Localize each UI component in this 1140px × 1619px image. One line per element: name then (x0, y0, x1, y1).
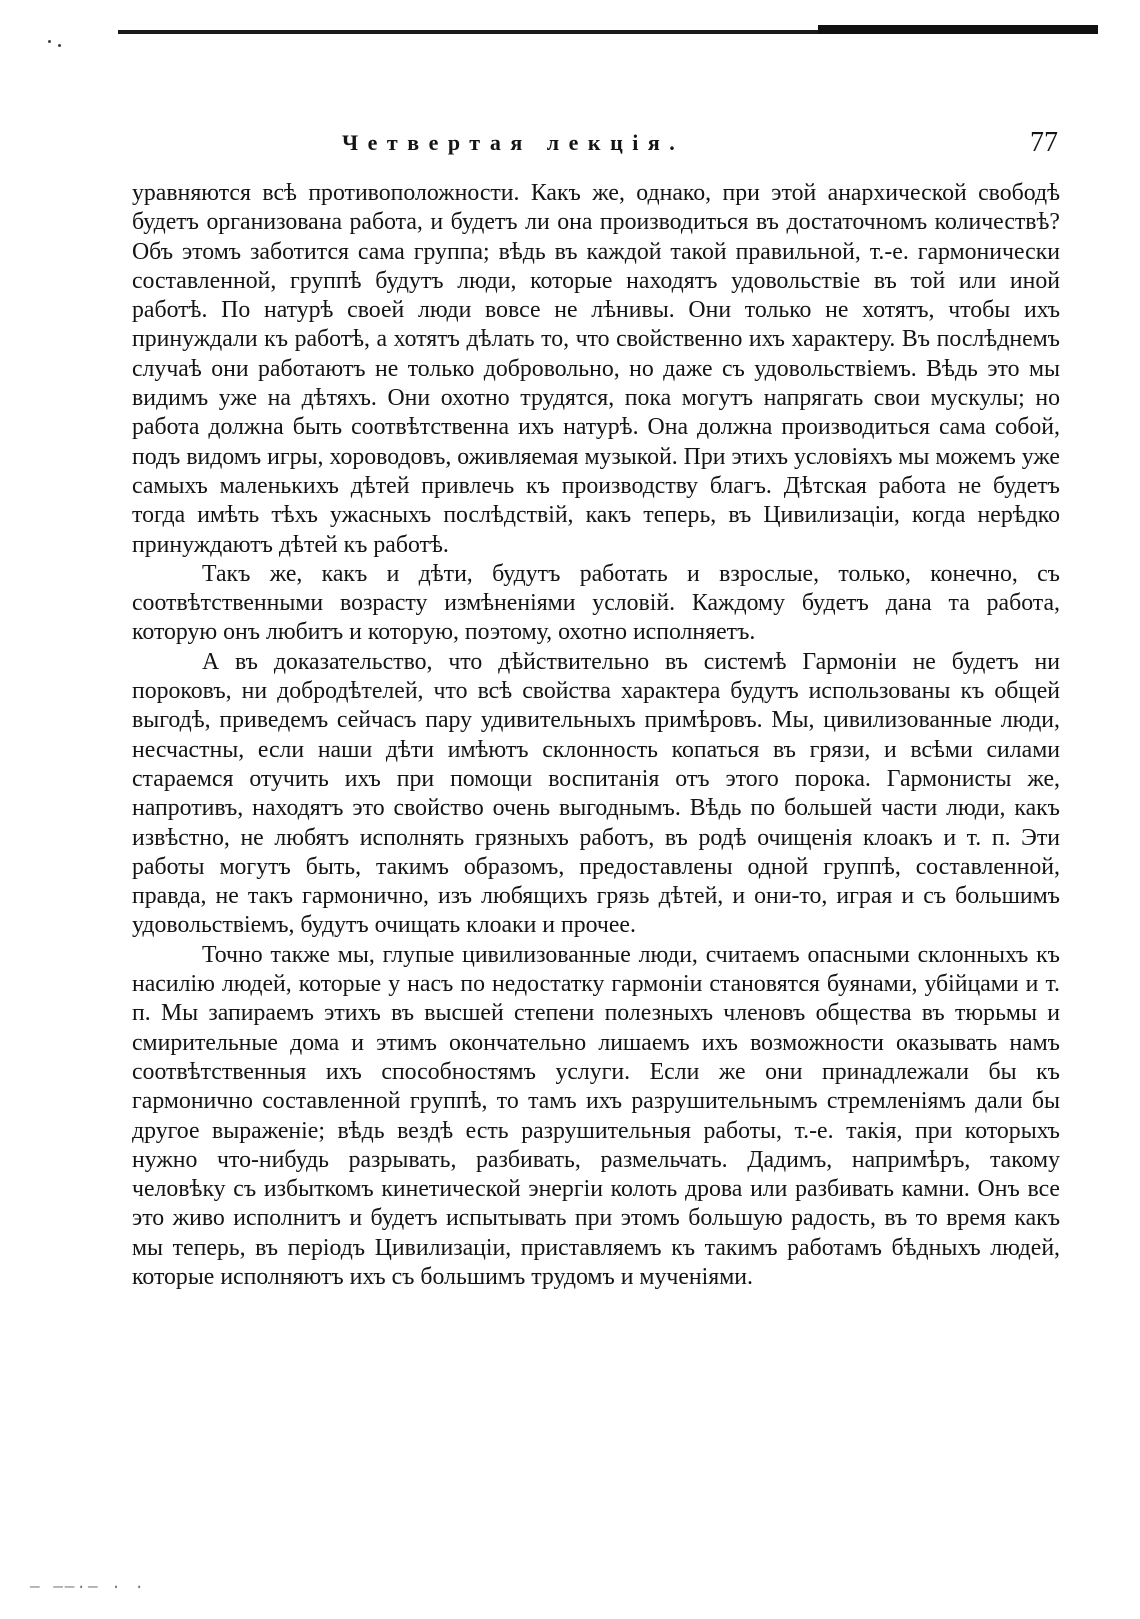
page-header (130, 128, 1058, 162)
scan-artifact: — ——·— · · (30, 1578, 147, 1596)
running-title: Четвертая лекція. (342, 130, 685, 155)
paragraph: А въ доказательство, что дѣйствительно въ системѣ Гармоніи не будетъ ни пороковъ, ни добродѣтелей, что всѣ свойства характера будутъ использованы къ общей выгодѣ, приведемъ сейчасъ пару удивительныхъ примѣровъ. Мы, цивилизованные люди, несчастны, если наши дѣти имѣютъ склонность копаться въ грязи, и всѣми силами стараемся отучить ихъ при помощи воспитанія отъ этого порока. Гармонисты же, напротивъ, находятъ это свойство очень выгоднымъ. Вѣдь по большей части люди, какъ извѣстно, не любятъ исполнять грязныхъ работъ, въ родѣ очищенія клоакъ и т. п. Эти работы могутъ быть, такимъ образомъ, предоставлены одной группѣ, составленной, правда, не такъ гармонично, изъ любящихъ грязь дѣтей, и они-то, играя и съ большимъ удовольствіемъ, будутъ очищать клоаки и прочее. (132, 648, 1060, 939)
paragraph: Точно также мы, глупые цивилизованные люди, считаемъ опасными склонныхъ къ насилію людей, которые у насъ по недостатку гармоніи становятся буянами, убійцами и т. п. Мы запираемъ этихъ въ высшей степени полезныхъ членовъ общества въ тюрьмы и смирительные дома и этимъ окончательно лишаемъ ихъ возможности оказывать намъ соотвѣтственныя ихъ способностямъ услуги. Если же они принадлежали бы къ гармонично составленной группѣ, то тамъ ихъ разрушительнымъ стремленіямъ дали бы другое выраженіе; вѣдь вездѣ есть разрушительныя работы, т.-е. такія, при которыхъ нужно что-нибудь разрывать, разбивать, размельчать. Дадимъ, напримѣръ, такому человѣку съ избыткомъ кинетической энергіи колоть дрова или разбивать камни. Онъ все это живо исполнитъ и будетъ испытывать при этомъ большую радость, въ то время какъ мы теперь, въ періодъ Цивилизаціи, приставляемъ къ такимъ работамъ бѣдныхъ людей, которые исполняютъ ихъ съ большимъ трудомъ и мученіями. (132, 941, 1060, 1290)
page-number: 77 (1030, 127, 1058, 158)
scan-speck (58, 44, 61, 47)
top-rule-thick (818, 25, 1098, 34)
body-text (132, 179, 1060, 1292)
paragraph: Такъ же, какъ и дѣти, будутъ работать и взрослые, только, конечно, съ соотвѣтственными возрасту измѣненіями условій. Каждому будетъ дана та работа, которую онъ любитъ и которую, поэтому, охотно исполняетъ. (132, 560, 1060, 646)
paragraph: уравняются всѣ противоположности. Какъ же, однако, при этой анархической свободѣ будетъ организована работа, и будетъ ли она производиться въ достаточномъ количествѣ? Объ этомъ заботится сама группа; вѣдь въ каждой такой правильной, т.-е. гармонически составленной, группѣ будутъ люди, которые находятъ удовольствіе въ той или иной работѣ. По натурѣ своей люди вовсе не лѣнивы. Они только не хотятъ, чтобы ихъ принуждали къ работѣ, а хотятъ дѣлать то, что свойственно ихъ характеру. Въ послѣднемъ случаѣ они работаютъ не только добровольно, но даже съ удовольствіемъ. Вѣдь это мы видимъ уже на дѣтяхъ. Они охотно трудятся, пока могутъ напрягать свои мускулы; но работа должна быть соотвѣтственна ихъ натурѣ. Она должна производиться сама собой, подъ видомъ игры, хороводовъ, оживляемая музыкой. При этихъ условіяхъ мы можемъ уже самыхъ маленькихъ дѣтей привлечь къ производству благъ. Дѣтская работа не будетъ тогда имѣть тѣхъ ужасныхъ послѣдствій, какъ теперь, въ Цивилизаціи, когда нерѣдко принуждаютъ дѣтей къ работѣ. (132, 180, 1060, 558)
scan-speck (48, 40, 51, 43)
